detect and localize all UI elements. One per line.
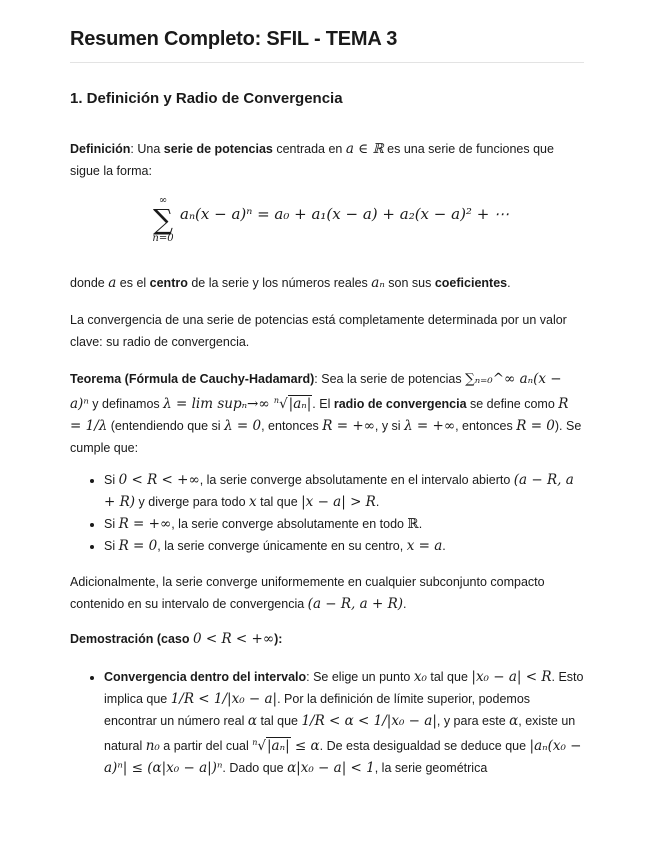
proof-heading [70,628,584,650]
theorem-cases-list [88,469,584,557]
math-inline: 0 < R < +∞ [118,472,200,488]
text: ). Se cumple que: [70,419,582,456]
math-inline: (a − R, a + R) [104,472,574,510]
text: . Dado que [222,761,288,776]
convergence-paragraph: La convergencia de una serie de potencias está completamente determinada por un valor clave: su radio de convergencia. [70,313,567,349]
math-inline: aₙ [371,275,385,291]
equation-expression: aₙ(x − a)ⁿ = a₀ + a₁(x − a) + a₂(x − a)² + ⋯ [180,205,510,223]
text: : Se elige un punto [306,670,414,684]
math-inline: ∑ₙ₌₀^∞ aₙ(x − a)ⁿ [70,371,562,413]
text: : Una [130,142,164,156]
text: , y para este [436,714,510,728]
math-inline: |x − a| > R [301,494,376,510]
proof-label-end: ): [274,632,283,646]
math-inline: α [247,713,257,729]
text: , entonces [261,419,323,434]
math-inline: 0 < R < +∞ [192,631,275,647]
text: y diverge para todo [135,495,250,509]
text: centrada en [272,142,346,156]
definition-paragraph [70,138,584,182]
text: , existe un natural [104,714,576,754]
text: Si [104,539,119,553]
text: . [375,495,380,509]
math-inline: 1/R < 1/|x₀ − a| [170,691,278,707]
text: tal que [256,495,302,509]
display-equation [150,195,530,245]
text: de la serie y los números reales [187,276,372,290]
text: se define como [466,397,559,412]
math-inline: R = +∞ [322,418,375,435]
theorem-paragraph: Teorema (Fórmula de Cauchy-Hadamard): Sea la serie de potencias ∑ₙ₌₀^∞ aₙ(x − a)ⁿ y definamos λ = lim supₙ→∞ $^n$√|aₙ|. El radio de convergencia se define como R = 1/λ (entendiendo que si λ = 0, entonces R = +∞, y si λ = +∞, entonces R = 0). Se cumple que: [70,371,582,456]
text: Si [104,517,119,531]
math-inline: 1/R < α < 1/|x₀ − a| [301,713,437,729]
text: . Por la definición de límite superior, podemos encontrar un número real [104,692,531,728]
text: tal que [256,714,302,728]
bold-term: centro [149,276,188,290]
uniform-convergence-paragraph [70,571,584,615]
math-inline: R = 0 [516,418,555,435]
sigma-glyph: ∑ [153,203,173,236]
bold-term: coeficientes [434,276,508,290]
math-inline: R = +∞ [118,516,172,532]
definition-label: Definición [70,142,131,156]
math-inline: λ = +∞ [404,418,456,435]
math-inline: R = 0 [118,538,158,554]
theorem-label: Teorema (Fórmula de Cauchy-Hadamard) [70,372,315,386]
math-inline: |x₀ − a| < R [471,669,552,685]
text: , la serie converge absolutamente en todo [171,517,408,531]
list-item: • Convergencia dentro del intervalo: Se elige un punto x₀ tal que |x₀ − a| < R. Esto implica que 1/R < 1/|x₀ − a|. Por la definición de límite superior, podemos encontrar un número real α tal que 1/R < α < 1/|x₀ − a|, y para este α, existe un natural n₀ a partir del cual $^n$√|aₙ| ≤ α. De esta desigualdad se deduce que |aₙ(x₀ − a)ⁿ| ≤ (α|x₀ − a|)ⁿ. Dado que α|x₀ − a| < 1, la serie geométrica [104,666,584,779]
root-radicand: |aₙ| [288,396,312,413]
text: donde [70,276,109,290]
math-inline: a [108,275,117,291]
text: . [442,539,446,553]
list-item [104,513,584,535]
text: . Esto implica que [104,670,584,706]
text: , y si [374,419,405,434]
bold-term: serie de potencias [163,142,273,156]
math-inline: λ = 0 [224,418,262,435]
math-inline: x [249,494,257,510]
text: es el [116,276,150,290]
math-inline: x₀ [413,669,427,685]
root-radicand: |aₙ| [267,738,290,755]
document-title: Resumen Completo: SFIL - TEMA 3 [70,28,398,50]
proof-list [88,666,584,779]
text: es una serie de funciones que sigue la forma: [70,142,554,178]
text: , la serie geométrica [374,761,488,776]
summation-symbol [150,195,176,245]
text: . [507,276,511,290]
math-inline: ℝ [407,516,419,532]
sum-upper-limit: ∞ [158,195,168,206]
title-divider [70,62,584,63]
math-inline: ≤ α [290,738,320,755]
text: son sus [384,276,435,290]
text: , entonces [455,419,517,434]
math-inline: α|x₀ − a| < 1 [287,760,375,777]
math-inline: (a − R, a + R) [307,596,404,612]
text: (entendiendo que si [107,419,225,434]
sum-lower-limit: n=0 [152,233,174,244]
text: : Sea la serie de potencias [314,372,466,386]
text: . De esta desigualdad se deduce que [319,739,530,754]
text: . [418,517,423,531]
math-inline: n₀ [145,738,160,755]
text: . [403,597,407,611]
bold-term: radio de convergencia [333,397,467,412]
text: Adicionalmente, la serie converge uniformemente en cualquier subconjunto compacto contenido en su intervalo de convergencia [70,575,545,611]
section-heading: 1. Definición y Radio de Convergencia [70,90,343,107]
math-inline: a ∈ ℝ [345,141,384,157]
root-index: n [252,738,258,747]
text: Si [104,473,119,487]
text: y definamos [88,397,164,412]
list-item [104,535,584,557]
math-inline: λ = lim supₙ→∞ [163,396,274,413]
root-index: n [273,396,280,405]
text: . El [312,397,334,412]
text: , la serie converge únicamente en su centro, [157,539,407,553]
math-inline: R = 1/λ [70,396,569,435]
math-inline: |aₙ(x₀ − a)ⁿ| ≤ (α|x₀ − a|)ⁿ [104,738,582,777]
proof-label: Demostración (caso [70,632,193,646]
list-item [104,469,584,513]
text: , la serie converge absolutamente en el intervalo abierto [199,473,514,487]
text: a partir del cual [159,739,253,754]
text: tal que [426,670,472,684]
math-inline: x = a [406,538,443,554]
where-paragraph [70,272,584,294]
math-inline: α [509,713,519,729]
bold-term: Convergencia dentro del intervalo [104,670,307,684]
